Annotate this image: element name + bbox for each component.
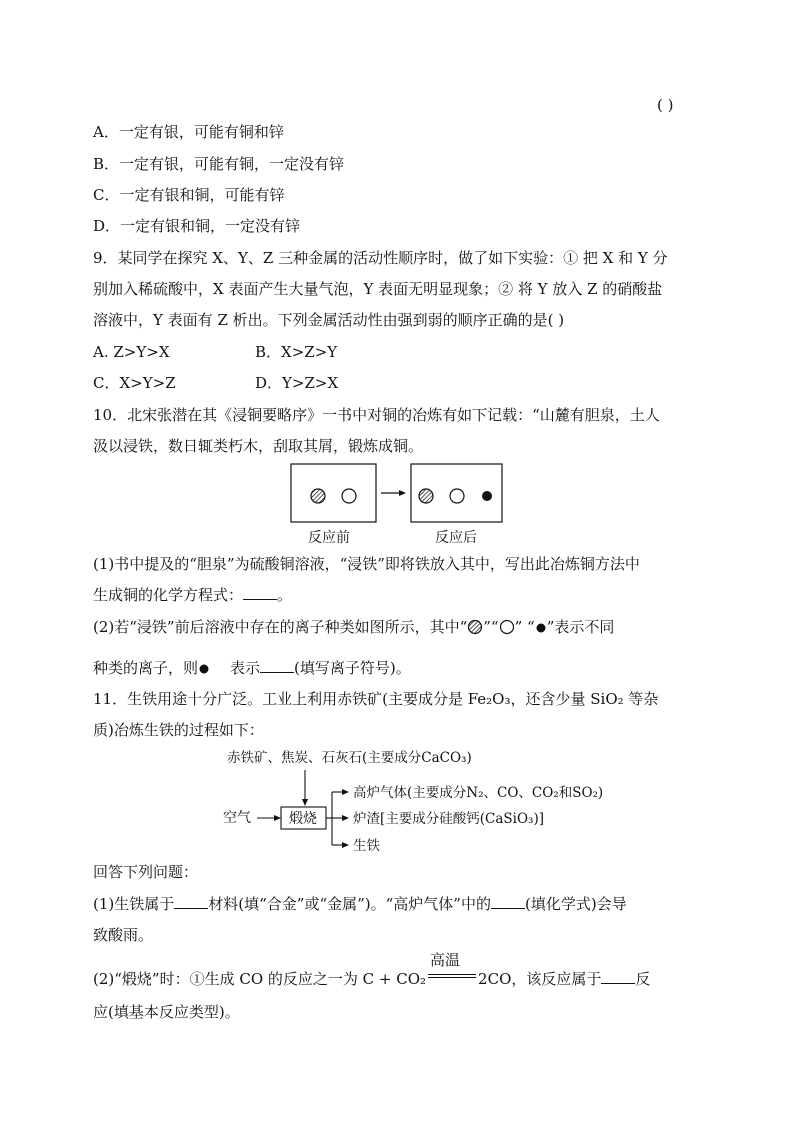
q11-part1-text-b: 材料(填“合金”或“金属”)。“高炉气体”中的: [208, 895, 491, 913]
flow-air-label: 空气: [223, 810, 251, 826]
answer-blank[interactable]: [174, 894, 208, 909]
arrow-head-icon: [274, 815, 281, 821]
flow-input-label: 赤铁矿、焦炭、石灰石(主要成分CaCO₃): [227, 750, 472, 766]
quote-sep: ” “: [514, 618, 535, 636]
q11-answer-intro: 回答下列问题：: [93, 863, 199, 881]
answer-paren: ( ): [657, 96, 674, 114]
arrow-head-icon: [342, 789, 349, 795]
fig-after-label: 反应后: [435, 530, 477, 546]
answer-blank[interactable]: [260, 658, 294, 673]
q10-part2-hint: (填写离子符号)。: [294, 659, 411, 677]
arrow-head-icon: [342, 815, 349, 821]
flow-output-gas: 高炉气体(主要成分N₂、CO、CO₂和SO₂): [353, 785, 604, 801]
q11-stem-line1: 11．生铁用途十分广泛。工业上利用赤铁矿(主要成分是 Fe₂O₃，还含少量 SiO₂ 等杂: [93, 690, 659, 708]
flow-output-iron: 生铁: [353, 838, 380, 854]
q11-part2-line2: 应(填基本反应类型)。: [93, 1003, 240, 1021]
q9-option-d: D．Y>Z>X: [255, 374, 339, 392]
answer-blank[interactable]: [601, 969, 635, 984]
q10-part2-text: (2)若“浸铁”前后溶液中存在的离子种类如图所示，其中“: [93, 618, 468, 636]
ion-figure: [285, 460, 515, 550]
reaction-condition: [428, 951, 476, 986]
q9-option-c: C．X>Y>Z: [93, 374, 176, 392]
open-ion-icon: [342, 489, 356, 503]
q11-part2-text-b: 2CO，该反应属于: [478, 970, 602, 988]
q10-stem-line1: 10．北宋张潜在其《浸铜要略序》一书中对铜的冶炼有如下记载：“山麓有胆泉，土人: [93, 406, 660, 424]
q9-stem-line1: 9．某同学在探究 X、Y、Z 三种金属的活动性顺序时，做了如下实验：① 把 X 和 Y 分: [93, 249, 668, 267]
q8-option-d: D．一定有银和铜，一定没有锌: [93, 217, 301, 235]
solid-ion-icon: [482, 491, 492, 501]
quote-sep: ”“: [483, 618, 499, 636]
q10-part2-line2-text: 种类的离子，则: [93, 659, 199, 677]
q9-option-a: A. Z>Y>X: [93, 343, 170, 361]
hatched-ion-icon: [467, 619, 483, 635]
smelting-flow-diagram: [215, 742, 615, 860]
q8-option-a: A．一定有银，可能有铜和锌: [93, 123, 284, 141]
q9-stem-line3: 溶液中，Y 表面有 Z 析出。下列金属活动性由强到弱的顺序正确的是( ): [93, 311, 565, 329]
q10-part2-line2: [93, 658, 411, 678]
hatched-ion-icon: [311, 489, 325, 503]
q10-part2-tail: ”表示不同: [546, 618, 615, 636]
q10-part1-text: 生成铜的化学方程式：: [93, 586, 244, 604]
before-beaker-box: [291, 464, 376, 522]
open-ion-icon: [450, 489, 464, 503]
q10-part1-line1: (1)书中提及的“胆泉”为硫酸铜溶液，“浸铁”即将铁放入其中，写出此冶炼铜方法中: [93, 555, 640, 573]
answer-blank[interactable]: [243, 585, 277, 600]
arrow-head-icon: [399, 490, 406, 496]
q10-part1-line2: [93, 585, 292, 605]
q9-option-b: B．X>Z>Y: [255, 343, 338, 361]
q11-part2-line1: [93, 951, 651, 989]
flow-output-slag: 炉渣[主要成分硅酸钙(CaSiO₃)]: [353, 811, 544, 827]
solid-ion-icon: [198, 660, 210, 676]
q11-stem-line2: 质)冶炼生铁的过程如下：: [93, 721, 264, 739]
q11-part2-text-a: (2)“煅烧”时：①生成 CO 的反应之一为 C + CO₂: [93, 970, 427, 988]
flow-box-label: 煅烧: [289, 811, 317, 827]
q11-part1-line2: 致酸雨。: [93, 926, 154, 944]
answer-blank[interactable]: [491, 894, 525, 909]
q10-stem-line2: 汲以浸铁，数日辄类朽木，刮取其屑，锻炼成铜。: [93, 437, 424, 455]
reaction-condition-label: 高温: [430, 951, 461, 969]
open-ion-icon: [499, 619, 515, 635]
hatched-ion-icon: [419, 489, 433, 503]
q10-part1-end: 。: [277, 586, 293, 604]
q10-part2-represents: 表示: [230, 659, 261, 677]
q11-part1-line1: [93, 894, 627, 914]
q8-option-c: C．一定有银和铜，可能有锌: [93, 186, 285, 204]
q11-part1-text-c: (填化学式)会导: [524, 895, 627, 913]
fig-before-label: 反应前: [308, 530, 350, 546]
solid-ion-icon: [535, 619, 547, 635]
arrow-head-icon: [342, 842, 349, 848]
q11-part1-text-a: (1)生铁属于: [93, 895, 175, 913]
q10-part2-line1: [93, 617, 614, 637]
q11-part2-text-c: 反: [635, 970, 651, 988]
q8-option-b: B．一定有银，可能有铜，一定没有锌: [93, 155, 345, 173]
arrow-head-icon: [302, 799, 308, 806]
q9-stem-line2: 别加入稀硫酸中，X 表面产生大量气泡，Y 表面无明显现象；② 将 Y 放入 Z 的硝酸盐: [93, 280, 663, 298]
